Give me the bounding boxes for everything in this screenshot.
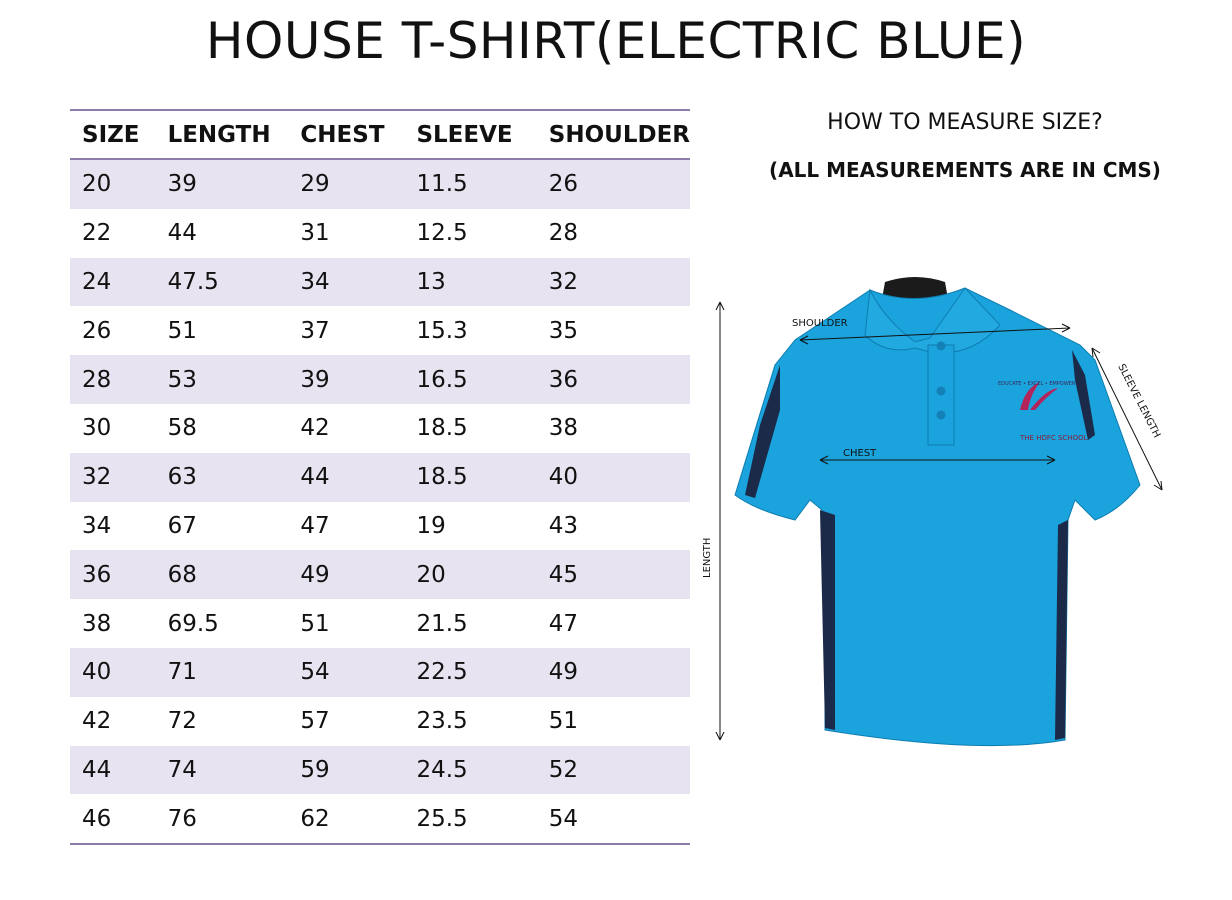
header-length: LENGTH — [156, 110, 289, 159]
table-row — [70, 648, 690, 697]
cell-shoulder: 49 — [537, 648, 690, 697]
cell-size: 40 — [70, 648, 156, 697]
cell-size: 30 — [82, 415, 112, 442]
left-side-panel — [820, 510, 835, 730]
cell-length: 39 — [156, 159, 289, 209]
cell-chest: 39 — [288, 355, 404, 404]
cell-shoulder: 43 — [548, 512, 579, 539]
cell-sleeve: 13 — [404, 258, 536, 307]
cell-length: 53 — [156, 355, 289, 404]
cell-length: 63 — [156, 453, 289, 502]
table-row — [70, 794, 690, 844]
cell-size: 20 — [70, 159, 156, 209]
table-row — [70, 306, 690, 355]
cell-sleeve: 24.5 — [404, 746, 536, 795]
table-row — [70, 550, 690, 599]
cell-chest: 37 — [300, 317, 330, 344]
cell-length: 74 — [156, 746, 289, 795]
table-row — [70, 453, 690, 502]
button-middle — [937, 387, 946, 396]
cell-length: 67 — [167, 512, 197, 539]
table-row — [70, 502, 690, 551]
cell-size: 26 — [82, 317, 112, 344]
shoulder-label: SHOULDER — [792, 318, 848, 329]
cell-sleeve: 20 — [404, 550, 536, 599]
cell-size: 32 — [70, 453, 156, 502]
table-body — [70, 159, 690, 844]
cell-sleeve: 18.5 — [404, 453, 536, 502]
cell-size: 36 — [70, 550, 156, 599]
cell-length: 68 — [156, 550, 289, 599]
cell-chest: 44 — [288, 453, 404, 502]
measure-note — [745, 158, 1185, 182]
cell-sleeve: 25.5 — [404, 794, 536, 844]
cell-shoulder: 32 — [537, 258, 690, 307]
cell-shoulder: 52 — [537, 746, 690, 795]
cell-sleeve: 15.3 — [416, 317, 468, 344]
length-label: LENGTH — [702, 537, 713, 578]
button-top — [937, 342, 946, 351]
cell-chest: 49 — [288, 550, 404, 599]
cell-shoulder: 54 — [537, 794, 690, 844]
cell-size: 46 — [70, 794, 156, 844]
measure-note-text: ALL MEASUREMENTS ARE IN CMS) — [778, 158, 1161, 182]
cell-sleeve: 12.5 — [416, 220, 468, 247]
sleeve-label: SLEEVE LENGTH — [1115, 362, 1163, 440]
table-row — [70, 355, 690, 404]
table-header-row — [70, 110, 690, 159]
header-shoulder: SHOULDER — [537, 110, 690, 159]
tshirt-diagram — [700, 270, 1200, 790]
logo-motto: EDUCATE • EXCEL • EMPOWER — [998, 381, 1076, 387]
cell-size: 44 — [70, 746, 156, 795]
size-chart-table — [70, 109, 690, 845]
cell-sleeve: 21.5 — [416, 610, 468, 637]
cell-shoulder: 38 — [548, 415, 579, 442]
cell-chest: 31 — [300, 220, 330, 247]
cell-shoulder: 26 — [537, 159, 690, 209]
cell-length: 47.5 — [156, 258, 289, 307]
cell-length: 69.5 — [167, 610, 219, 637]
logo-text: THE HDFC SCHOOL — [1020, 434, 1088, 442]
measure-note-open: ( — [769, 158, 779, 182]
header-size: SIZE — [70, 110, 156, 159]
header-chest: CHEST — [288, 110, 404, 159]
cell-shoulder: 51 — [548, 708, 579, 735]
cell-size: 38 — [82, 610, 112, 637]
button-bottom — [937, 411, 946, 420]
cell-chest: 47 — [300, 512, 330, 539]
cell-shoulder: 35 — [548, 317, 579, 344]
cell-shoulder: 45 — [537, 550, 690, 599]
cell-size: 24 — [70, 258, 156, 307]
table-row — [70, 159, 690, 209]
table-row — [70, 258, 690, 307]
cell-size: 42 — [82, 708, 112, 735]
cell-size: 34 — [82, 512, 112, 539]
cell-chest: 51 — [300, 610, 330, 637]
chest-label: CHEST — [843, 448, 877, 459]
table-row — [70, 209, 690, 258]
cell-sleeve: 16.5 — [404, 355, 536, 404]
cell-sleeve: 19 — [416, 512, 446, 539]
cell-length: 76 — [156, 794, 289, 844]
cell-chest: 42 — [300, 415, 330, 442]
cell-chest: 57 — [300, 708, 330, 735]
cell-shoulder: 47 — [548, 610, 579, 637]
table-row — [70, 746, 690, 795]
cell-sleeve: 22.5 — [404, 648, 536, 697]
cell-sleeve: 23.5 — [416, 708, 468, 735]
cell-chest: 59 — [288, 746, 404, 795]
cell-length: 58 — [167, 415, 197, 442]
cell-length: 44 — [167, 220, 197, 247]
cell-shoulder: 40 — [537, 453, 690, 502]
table-row — [70, 697, 690, 746]
cell-length: 71 — [156, 648, 289, 697]
cell-sleeve: 18.5 — [416, 415, 468, 442]
cell-length: 72 — [167, 708, 197, 735]
measure-heading: HOW TO MEASURE SIZE? — [827, 110, 1103, 135]
table-row — [70, 599, 690, 648]
cell-shoulder: 28 — [548, 220, 579, 247]
cell-shoulder: 36 — [537, 355, 690, 404]
cell-sleeve: 11.5 — [404, 159, 536, 209]
header-sleeve: SLEEVE — [404, 110, 536, 159]
table-row — [70, 404, 690, 453]
cell-chest: 29 — [288, 159, 404, 209]
cell-chest: 54 — [288, 648, 404, 697]
cell-chest: 34 — [288, 258, 404, 307]
page-title: HOUSE T-SHIRT(ELECTRIC BLUE) — [205, 12, 1027, 70]
cell-size: 28 — [70, 355, 156, 404]
cell-chest: 62 — [288, 794, 404, 844]
cell-size: 22 — [82, 220, 112, 247]
cell-length: 51 — [167, 317, 197, 344]
